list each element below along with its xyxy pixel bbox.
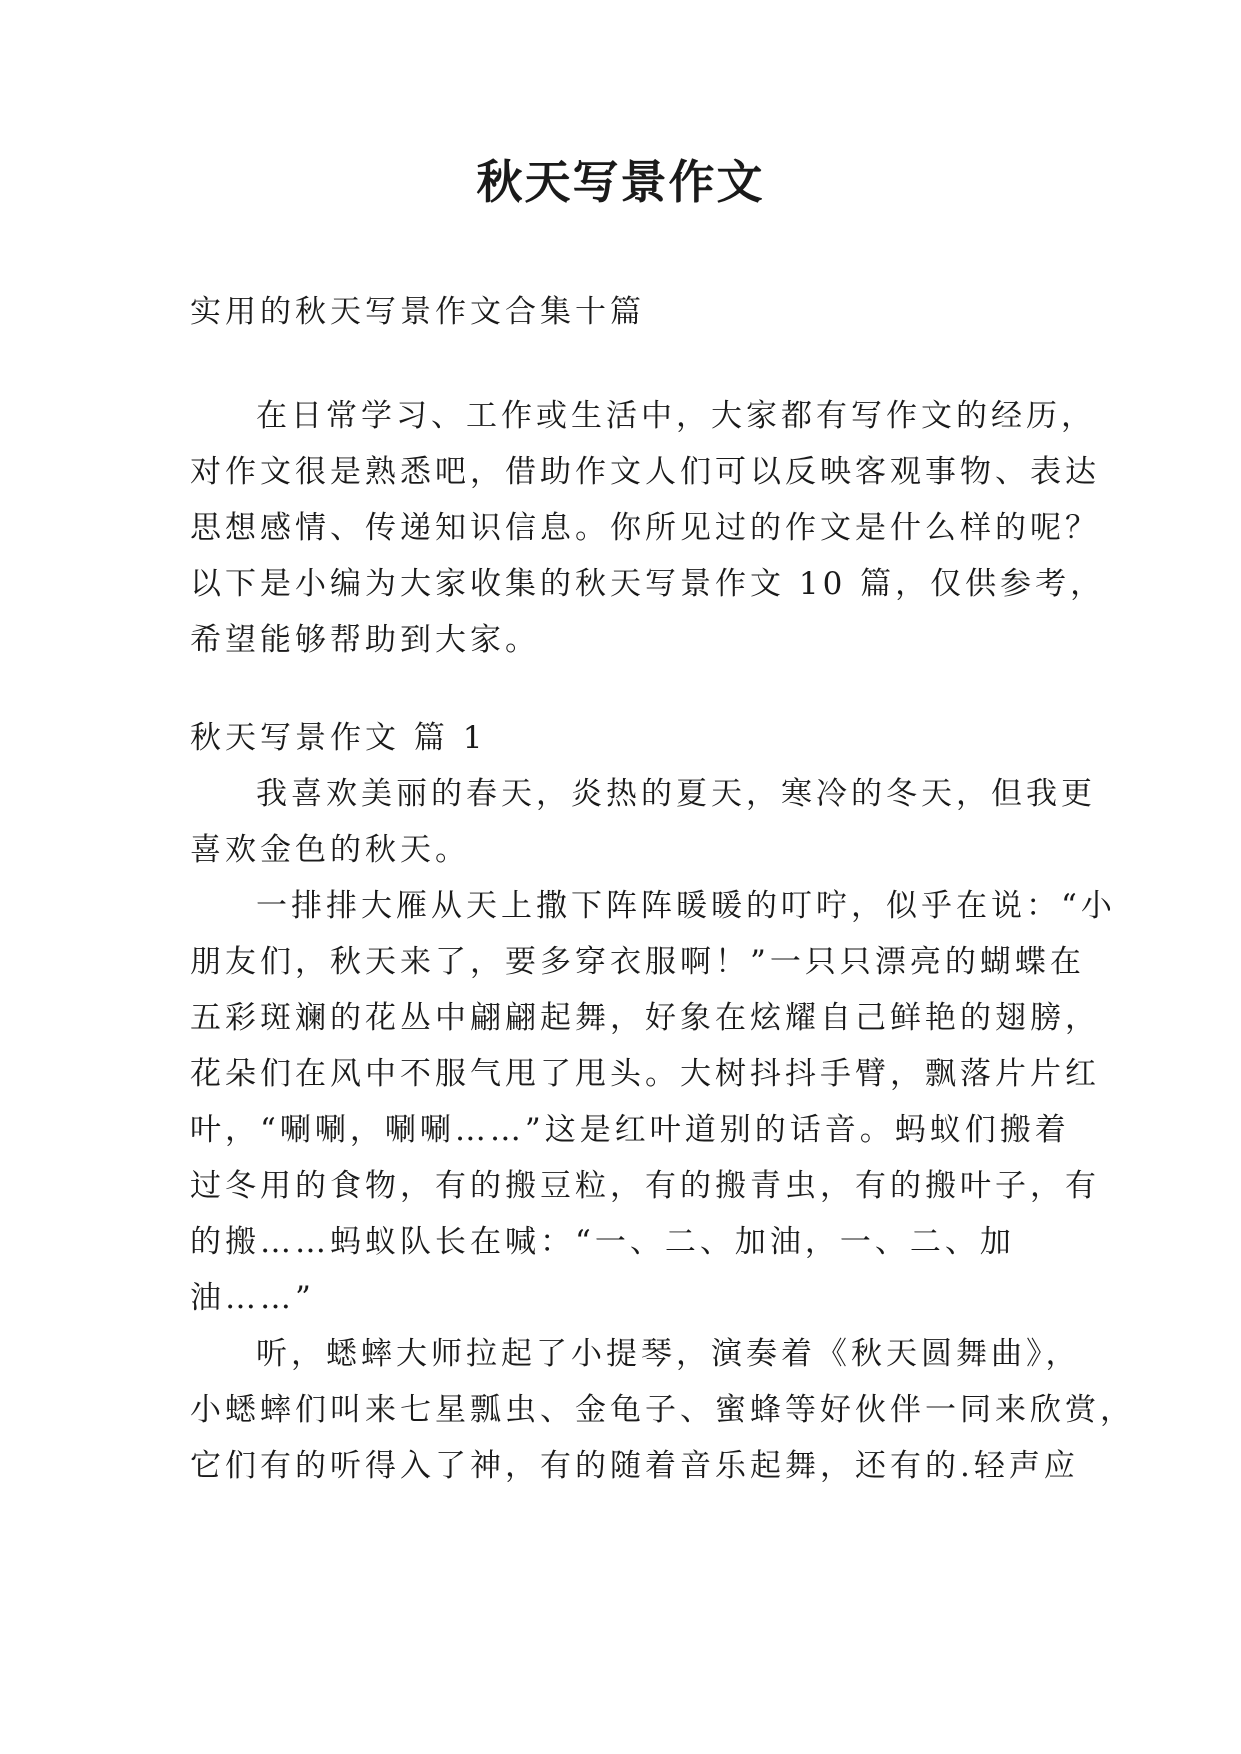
paragraph-line: 以下是小编为大家收集的秋天写景作文 10 篇，仅供参考， — [190, 566, 1106, 602]
paragraph-line: 思想感情、传递知识信息。你所见过的作文是什么样的呢？ — [190, 510, 1100, 546]
paragraph-line: 油……” — [190, 1280, 315, 1316]
paragraph-line: 喜欢金色的秋天。 — [190, 832, 470, 868]
paragraph-line: 听，蟋蟀大师拉起了小提琴，演奏着《秋天圆舞曲》， — [256, 1336, 1081, 1372]
body-paragraph-2 — [190, 878, 1116, 1326]
paragraph-line: 在日常学习、工作或生活中，大家都有写作文的经历， — [256, 398, 1096, 434]
paragraph-line: 一排排大雁从天上撒下阵阵暖暖的叮咛，似乎在说：“小 — [256, 888, 1116, 924]
paragraph-line: 过冬用的食物，有的搬豆粒，有的搬青虫，有的搬叶子，有 — [190, 1168, 1100, 1204]
section-heading: 秋天写景作文 篇 1 — [190, 720, 487, 756]
paragraph-line: 花朵们在风中不服气甩了甩头。大树抖抖手臂，飘落片片红 — [190, 1056, 1100, 1092]
paragraph-line: 叶，“唰唰，唰唰……”这是红叶道别的话音。蚂蚁们搬着 — [190, 1112, 1070, 1148]
paragraph-line: 的搬……蚂蚁队长在喊：“一、二、加油，一、二、加 — [190, 1224, 1015, 1260]
paragraph-line: 对作文很是熟悉吧，借助作文人们可以反映客观事物、表达 — [190, 454, 1100, 490]
paragraph-line: 五彩斑斓的花丛中翩翩起舞，好象在炫耀自己鲜艳的翅膀， — [190, 1000, 1100, 1036]
paragraph-line: 朋友们，秋天来了，要多穿衣服啊！”一只只漂亮的蝴蝶在 — [190, 944, 1085, 980]
paragraph-line: 它们有的听得入了神，有的随着音乐起舞，还有的.轻声应 — [190, 1448, 1079, 1484]
document-title: 秋天写景作文 — [476, 155, 765, 209]
paragraph-line: 我喜欢美丽的春天，炎热的夏天，寒冷的冬天，但我更 — [256, 776, 1096, 812]
document-subtitle: 实用的秋天写景作文合集十篇 — [190, 294, 645, 330]
paragraph-line: 小蟋蟀们叫来七星瓢虫、金龟子、蜜蜂等好伙伴一同来欣赏， — [190, 1392, 1135, 1428]
body-paragraph-1 — [190, 766, 1096, 878]
document-body — [190, 284, 1135, 1494]
intro-paragraph — [190, 388, 1106, 668]
paragraph-line: 希望能够帮助到大家。 — [190, 622, 540, 658]
body-paragraph-3 — [190, 1326, 1135, 1494]
